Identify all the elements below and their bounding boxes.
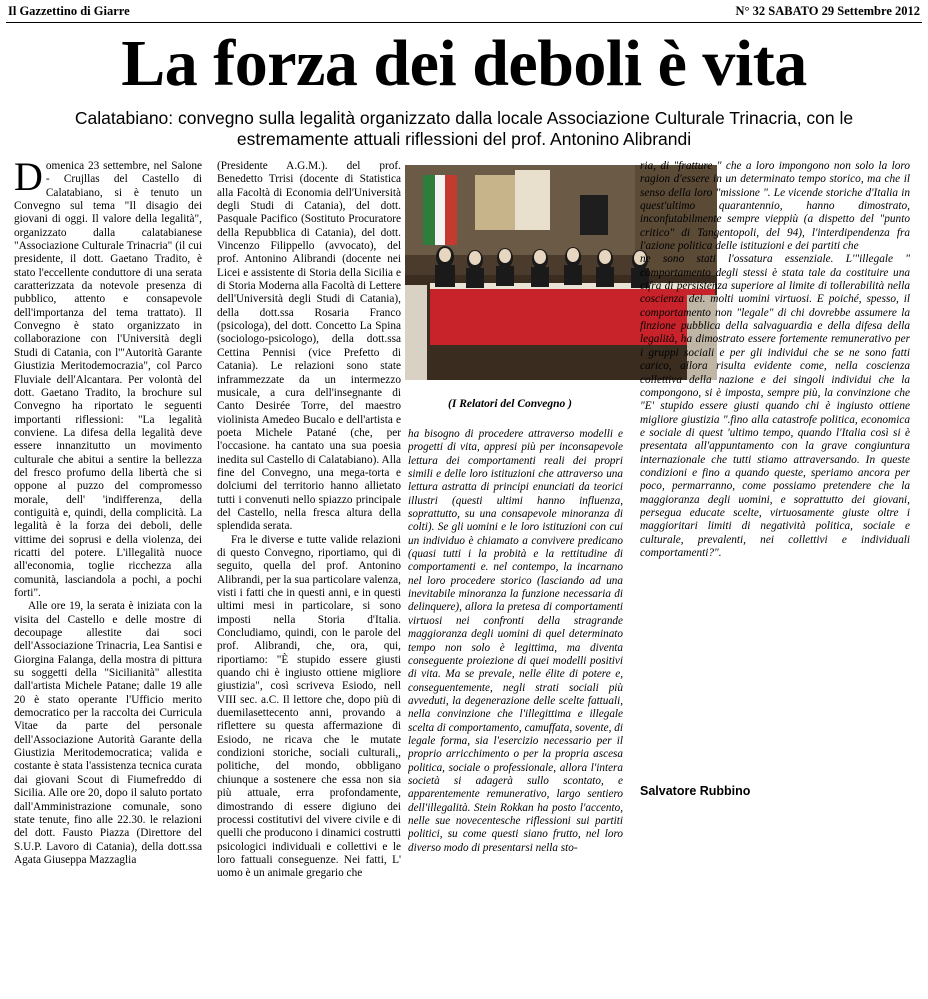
newspaper-name: Il Gazzettino di Giarre (8, 4, 130, 18)
masthead-divider (6, 22, 922, 23)
paragraph: omenica 23 settembre, nel Salone - Crujllas del Castello di Calatabiano, si è tenuto un Convegno sul tema "Il disagio dei giovani di oggi. Il valore della legalità", organizzato dalla calatabianese "Associazione Culturale Trinacria" (il cui presidente, il dott. Gaetano Tradito, è stato l'eccellente conduttore di una serata caratterizzata da notevole presenza di pubblico, attento e consapevole dell'importanza del tema trattato). Il Convegno è stato organizzato in collaborazione con l'Università degli Studi di Catania, con l'"Autorità Garante Giustizia Meritodemocrazia", col Parco Fluviale dell'Alcantara. Per volontà del dott. Gaetano Tradito, la brochure sul Convegno ha riportato le seguenti importanti riflessioni: "La legalità conviene. La difesa della legalità deve essere innanzitutto un movimento culturale che abitui a sentire la bellezza del fresco profumo della libertà che si oppone al puzzo del compromesso morale, dell' 'indifferenza, della contiguità e, quindi, della complicità. La legalità è la forza dei deboli, delle vittime dei soprusi e della violenza, dei ricatti del potere. L'illegalità nuoce all'economia, toglie ricchezza alla comunità, lasciandola a pochi, a pochi forti". (14, 160, 202, 599)
subheadline: Calatabiano: convegno sulla legalità organizzato dalla locale Associazione Culturale Trinacria, con le estremamente attuali riflessioni del prof. Antonino Alibrandi (74, 108, 854, 149)
article-column-4 (640, 160, 910, 880)
article-column-3 (408, 428, 623, 968)
paragraph: ria, di "fratture " che a loro impongono non solo la loro ragion d'essere in un determinato tempo storico, ma che il senso della loro "missione ". Le vicende storiche d'Italia in quest'ultimo quarantennio, hanno dimostrato, inconfutabilmente sempre vieppiù (a dispetto del "punto critico" di Tangentopoli, del 94), l'interdipendenza fra l'azione politica delle istituzioni e dei partiti che (640, 160, 910, 253)
drop-cap: D (14, 160, 43, 199)
paragraph: ha bisogno di procedere attraverso modelli e progetti di vita, appresi più per inconsapevole lettura dei comportamenti reali dei propri simili e delle loro istituzioni che attraverso una lettura astratta di principi enunciati da teorici illustri (questi ultimi hanno influenza, soprattutto, su una consapevole minoranza di colti). Se gli uomini e le loro istituzioni con cui un individuo è chiamato a convivere predicano (quasi tutti i la probità e la rettitudine di comportamenti e. nel contempo, la incarnano nel loro procedere storico (lasciando ad una inevitabile minoranza la funzione necessaria di delinquere), allora la pretesa di comportamenti virtuosi nei confronti della stragrande maggioranza degli uomini di quel determinato tempo non solo è legittima, ma diventa conseguente proiezione di quei modelli positivi di vita. Ma se prevale, nelle élite di potere e, conseguentemente, negli strati sociali più avveduti, la degenerazione delle scelte fattuali, nella convinzione che l'illegittima e illegale scelta di comportamento, camuffata, sovente, di legale forma, sia l'esercizio necessario per il proprio arricchimento o per la propria ascesa politica, sociale o professionale, allora l'intera società si adagerà sullo scontato, e apparentemente remunerativo, largo sentiero dell'illegalità. Stein Rokkan ha posto l'accento, nelle sue novecentesche riflessioni sui partiti politici, su come questi siano frutto, nel loro diverso modo di presentarsi nella sto- (408, 428, 623, 854)
paragraph: ne sono stati l'ossatura essenziale. L'"illegale " comportamento degli stessi è stata tale da costituire una cifra di persistenza superiore al limite di tollerabilità nella coscienza dei. molti uomini virtuosi. E poiché, spesso, il comportamento non "legale" di chi dovrebbe assumere la finzione pubblica della salvaguardia e della difesa della legalità, ha dimostrato essere fortemente remunerativo per i gruppi sociali e per gli individui che se ne sono fatti carico, allora risulta evidente come, nella coscienza collettiva della nazione e dei singoli individui che la compongono, si è imposta, sempre più, la convinzione che "E' stupido essere giusti quando chi è ingiusto ottiene migliore giustizia ".fino alla catastrofe politica, economica e sociale di quest 'ultimo tempo, quando l'Italia così si è presentata all'appuntamento con la grave congiuntura internazionale che tutti stiamo attraversando. In queste condizioni e fino a quando queste, speriamo ancora per poco, permarranno, come possiamo pretendere che la maggioranza degli uomini, e soprattutto dei giovani, persegua educate scelte, virtuosamente giuste oltre i maggioritari limiti di negatività politica, sociale e culturale, prevalenti, nei collettivi e individuali comportamenti?". (640, 253, 910, 559)
photo-caption: (I Relatori del Convegno ) (448, 398, 572, 410)
issue-date: N° 32 SABATO 29 Settembre 2012 (735, 4, 920, 18)
headline: La forza dei deboli è vita (121, 27, 807, 100)
paragraph: (Presidente A.G.M.). del prof. Benedetto Trrisi (docente di Statistica alla Facoltà di Economia dell'Università degli Studi di Catania), del dott. Pasquale Pacifico (Sostituto Procuratore della Repubblica di Catania), del dott. Vincenzo Filippello (avvocato), del prof. Antonino Alibrandi (docente nei Licei e assistente di Storia della Sicilia e di Storia Moderna alla Facoltà di Lettere dell'Università degli Studi di Catania), della dott.ssa Rosaria Franco (psicologa), del dott. Concetto La Spina (sociologo-psicologo), della dott.ssa Cettina Pennisi (vice Prefetto di Catania). Le relazioni sono state inframmezzate da un intermezzo musicale, a cura dell'insegnante di Canto Desirée Torre, del maestro violinista Amedeo Bucalo e dell'artista e poeta Michele Patané (che, per l'occasione. ha cantato una sua poesia inedita sul Castello di Calatabiano). Alla fine del Convegno, una mega-torta e dolciumi del territorio hanno allietato tutti i convenuti nello spiazzo principale del Castello, nella fresca altura della splendida serata. (217, 160, 401, 533)
article-column-2 (217, 160, 401, 966)
article-column-1 (14, 160, 202, 966)
paragraph: Fra le diverse e tutte valide relazioni di questo Convegno, riportiamo, qui di seguito, quella del prof. Antonino Alibrandi, per la sua particolare valenza, visti i fatti che in questi anni, e in questi ultimi mesi in particolare, si sono imposti nella Storia d'Italia. Concludiamo, quindi, con le parole del prof. Alibrandi, che, ora, qui, riportiamo: "È stupido essere giusti quando chi è ingiusto ottiene migliore giustizia", così scriveva Esiodo, nell VIII sec. a.C. Il lettore che, dopo più di duemilasettecento anni, provando a riflettere su questa affermazione di Esiodo, ne ricava che le mutate condizioni storiche, sociali culturali,, politiche, del mondo, obbligano chiunque a sostenere che essa non sia più attuale, erra profondamente, dimostrando di essere digiuno dei processi costitutivi del vivere civile e di quelli che producono i dinamici costrutti psicologici individuali e collettivi e le loro fattuali conseguenze. Nei fatti, L' uomo è un animale gregario che (217, 533, 401, 880)
paragraph: Alle ore 19, la serata è iniziata con la visita del Castello e delle mostre di decoupage allestite dai soci dell'Associazione Trinacria, Lea Santisi e Giorgina Falanga, della mostra di pittura su soggetti della "Sicilianità" allestita dall'artista Michele Patane; dalle 19 alle 20 è stato operante l'Ufficio merito democratico per la raccolta dei Curricula Vitae da parte del personale dell'Associazione Autorità Garante della Giustizia Meritodemocratica; valida e costante è stata l'assistenza tecnica curata dai giovani Scout di Fiumefreddo di Sicilia. Alle ore 20, dopo il saluto portato dall'Amministrazione comunale, sono state tenute, fino alle 22.30. le relazioni del dott. Fausto Piazza (Direttore del S.U.P. Lavoro di Catania), della dott.ssa Agata Giuseppa Mazzaglia (14, 600, 202, 866)
author-signature: Salvatore Rubbino (640, 784, 751, 798)
